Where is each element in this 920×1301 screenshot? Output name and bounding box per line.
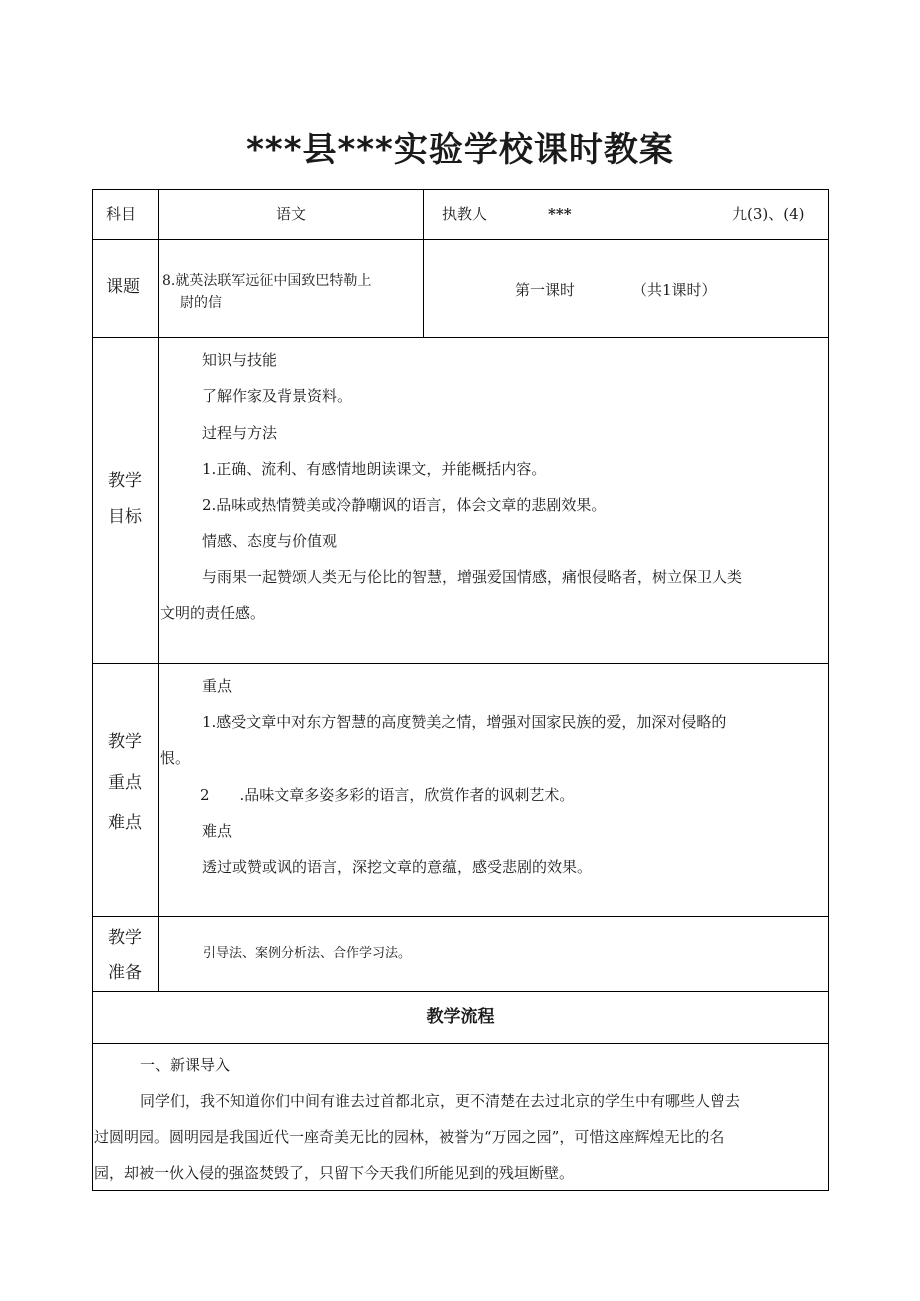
keypoint-line: 难点: [202, 822, 233, 840]
topic-value-line2: 尉的信: [180, 295, 222, 311]
flow-paragraph-line: 过圆明园。圆明园是我国近代一座奇美无比的园林，被誉为“万园之园”，可惜这座辉煌无比的名: [94, 1128, 725, 1146]
row-divider: [92, 337, 829, 338]
subject-label: 科目: [106, 205, 137, 223]
keypoints-label-line3: 难点: [108, 813, 142, 833]
page-title: ***县***实验学校课时教案: [246, 130, 674, 170]
prep-label-line1: 教学: [108, 928, 142, 948]
prep-value: 引导法、案例分析法、合作学习法。: [203, 946, 412, 961]
keypoints-label-line1: 教学: [108, 732, 142, 752]
column-divider: [423, 189, 424, 337]
table-border-top: [92, 189, 829, 190]
goal-line: 过程与方法: [202, 424, 278, 442]
flow-section-title: 一、新课导入: [140, 1056, 231, 1074]
lesson-total: （共1课时）: [632, 281, 717, 299]
teacher-value: ***: [548, 205, 572, 223]
goals-label-line2: 目标: [108, 507, 142, 527]
prep-label-line2: 准备: [108, 963, 142, 983]
class-value: 九(3)、(4): [732, 205, 805, 223]
keypoint-line: 恨。: [160, 749, 191, 767]
row-divider: [92, 916, 829, 917]
topic-value-line1: 8.就英法联军远征中国致巴特勒上: [162, 273, 372, 289]
goals-label-line1: 教学: [108, 471, 142, 491]
row-divider: [92, 663, 829, 664]
goal-line: 1.正确、流利、有感情地朗读课文，并能概括内容。: [202, 460, 547, 478]
goal-line: 了解作家及背景资料。: [202, 387, 353, 405]
flow-paragraph-line: 同学们，我不知道你们中间有谁去过首都北京，更不清楚在去过北京的学生中有哪些人曾去: [140, 1092, 741, 1110]
flow-paragraph-line: 园，却被一伙入侵的强盗焚毁了，只留下今天我们所能见到的残垣断壁。: [94, 1164, 575, 1182]
lesson-plan-table: [92, 189, 829, 1191]
row-divider: [92, 991, 829, 992]
keypoints-label-line2: 重点: [108, 773, 142, 793]
table-border-right: [828, 189, 829, 1191]
flow-heading: 教学流程: [426, 1007, 495, 1027]
keypoint-line: 2 .品味文章多姿多彩的语言，欣赏作者的讽刺艺术。: [200, 786, 575, 804]
goal-line: 2.品味或热情赞美或冷静嘲讽的语言，体会文章的悲剧效果。: [202, 496, 607, 514]
keypoint-line: 透过或赞或讽的语言，深挖文章的意蕴，感受悲剧的效果。: [202, 858, 593, 876]
topic-label: 课题: [106, 277, 140, 297]
row-divider: [92, 239, 829, 240]
goal-line: 与雨果一起赞颂人类无与伦比的智慧，增强爱国情感，痛恨侵略者，树立保卫人类: [202, 568, 743, 586]
keypoint-line: 重点: [202, 677, 233, 695]
subject-value: 语文: [275, 205, 306, 223]
row-divider: [92, 1043, 829, 1044]
table-border-left: [92, 189, 93, 1191]
teacher-label: 执教人: [442, 205, 488, 223]
lesson-number: 第一课时: [515, 281, 576, 299]
keypoint-line: 1.感受文章中对东方智慧的高度赞美之情，增强对国家民族的爱，加深对侵略的: [202, 713, 727, 731]
column-divider: [158, 189, 159, 991]
goal-line: 知识与技能: [202, 351, 278, 369]
goal-line: 文明的责任感。: [160, 604, 266, 622]
goal-line: 情感、态度与价值观: [202, 532, 338, 550]
